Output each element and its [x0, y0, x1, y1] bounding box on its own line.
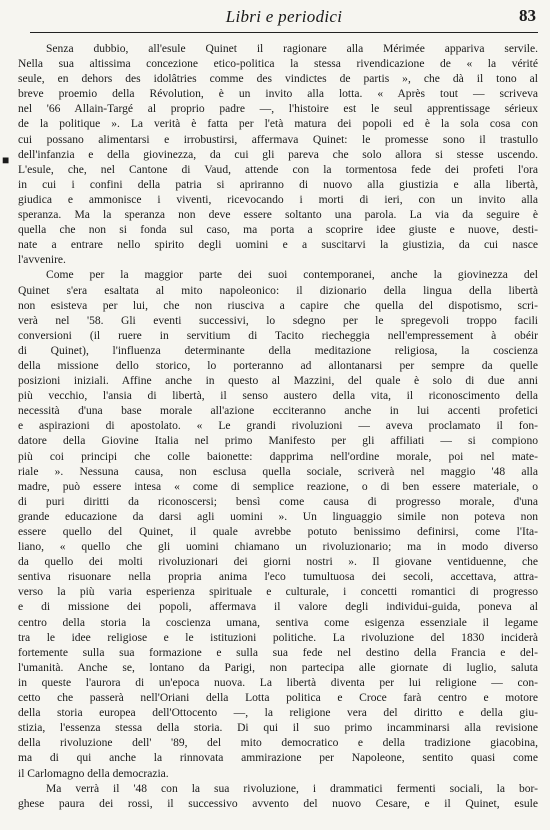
text-line: Ma verrà il '48 con la sua rivoluzione, i drammatici fermenti sociali, la bor- — [46, 782, 538, 795]
text-line: più coi principi che colle baionette: dapprima nell'ordine morale, poi nel mate- — [18, 450, 538, 463]
text-line: cui possano alimentarsi e irrobustirsi, affermava Quinet: le promesse sono il trastullo — [18, 133, 538, 146]
text-line: sentiva risuonare nella propria anima l'eco tumultuosa dei secoli, accettava, attra- — [18, 571, 538, 584]
text-line: Quinet s'era esaltata al mito napoleonico: il dizionario della lingua della libertà — [18, 284, 538, 297]
text-line: nel '66 Allain-Targé al proprio padre —, l'histoire est le seul apprentissage sérieux — [18, 103, 538, 116]
text-line: breve proemio della Révolution, è un invito alla lotta. « Après tout — scriveva — [18, 88, 538, 101]
text-line: di Quinet), l'influenza determinante della meditazione religiosa, la coscienza — [18, 344, 538, 357]
text-line: in queste l'aurora di un'epoca nuova. La libertà diventa per lui religione — con- — [18, 676, 538, 689]
text-line: verà nel '58. Gli eventi successivi, lo sdegno per le spregevoli troppo facili — [18, 314, 538, 327]
margin-mark: ■ — [2, 153, 10, 167]
text-line: e di missione dei popoli, affermava il valore degli individui-guida, poneva al — [18, 601, 538, 614]
text-line: madre, può essere intesa « come di semplice reazione, o di ben essere materiale, o — [18, 480, 538, 493]
text-line: quella che non si fonda sul caso, ma porta a scoprire idee giuste e nuove, desti- — [18, 224, 538, 237]
text-line: della missione dello storico, lo porteranno ad allontanarsi per sempre da quelle — [18, 359, 538, 372]
text-line: fortemente sulla sua formazione e sulla sua fede nel destino della Francia e del- — [18, 646, 538, 659]
text-line: posizioni iniziali. Affine anche in questo al Mazzini, del quale è solo di due anni — [18, 375, 538, 388]
text-line: grande educazione da darsi agli uomini ». Un linguaggio simile non poteva non — [18, 510, 538, 523]
body-text — [18, 42, 538, 812]
text-line: l'umanità. Anche se, lontano da Parigi, non partecipa alle giornate di luglio, saluta — [18, 661, 538, 674]
text-line: più vecchio, l'ansia di libertà, il senso austero della vita, il riconoscimento della — [18, 390, 538, 403]
text-line: da quello dei molti rivoluzionari dei giorni nostri ». Il giovane ventiduenne, che — [18, 556, 538, 569]
text-line: centro della storia la coscienza umana, sentiva come esigenza essenziale il legame — [18, 616, 538, 629]
text-line: Senza dubbio, all'esule Quinet il ragionare alla Mérimée appariva servile. — [46, 43, 538, 55]
text-line: tra le idee religiose e le istituzioni politiche. La rivoluzione del 1830 inciderà — [18, 631, 538, 644]
text-line: ma di qui anche la rinnovata ammirazione per Napoleone, sentito quasi come — [18, 752, 538, 765]
text-line: liano, « quello che gli uomini chiamano un rivoluzionario; ma in modo diverso — [18, 541, 538, 554]
text-line: l'avvenire. — [18, 254, 66, 267]
text-line: e aspirazioni di apostolato. « Le grandi rivoluzioni — aveva proclamato il fon- — [18, 420, 538, 433]
text-line: il Carlomagno della democrazia. — [18, 767, 169, 780]
text-line: essere quello del Quinet, il quale avrebbe potuto benissimo definirsi, come l'Ita- — [18, 526, 538, 538]
text-line: Nella sua altissima concezione etico-politica la stessa rivendicazione de « la vérité — [18, 58, 538, 71]
text-line: non esisteva per lui, che non riusciva a capire che quella del dispotismo, scri- — [18, 299, 538, 312]
text-line: della rivoluzione dell' '89, del mito democratico e della tradizione giacobina, — [18, 737, 538, 750]
page-number: 83 — [519, 6, 536, 25]
page-header — [30, 4, 538, 33]
text-line: verso la più varia esperienza spirituale e culturale, i concetti romantici di progresso — [18, 586, 538, 599]
text-line: in cui i confini della patria si apriranno di nuovo alla giustizia e alla libertà, — [18, 178, 538, 191]
text-line: dell'infanzia e della giovinezza, da cui gli pareva che solo allora si stesse uscendo. — [18, 148, 538, 161]
text-line: speranza. Ma la speranza non deve essere soltanto una parola. La via da seguire è — [18, 209, 538, 222]
text-line: di puri diritti da riconoscersi; bensì come causa di progresso morale, d'una — [18, 495, 538, 508]
text-line: seule, en dehors des idolâtries comme des vindictes de partis », che dà il tono al — [18, 73, 538, 86]
text-line: datore della Giovine Italia nel primo Manifesto per gli affiliati — si compiono — [18, 435, 538, 448]
text-line: de la politique ». La verità è fatta per l'età matura dei popoli ed è la sola cosa con — [18, 118, 538, 131]
text-line: giudica e ammonisce i viventi, ricevocando i morti di ieri, con un invito alla — [18, 193, 538, 206]
text-line: della storia europea dell'Ottocento —, la religione vera del diritto e della giu- — [18, 707, 538, 720]
text-line: cetto che passerà nell'Oriani della Lotta politica e Croce farà centro e motore — [18, 692, 538, 705]
text-line: nate a entrare nello spirito degli uomini e a suscitarvi la giustizia, da cui nasce — [18, 239, 538, 252]
text-line: L'esule, che, nel Cantone di Vaud, attende con la tormentosa fede dei profeti l'ora — [18, 163, 538, 176]
text-line: conversioni (il ruere in servitium di Tacito riecheggia nell'empressement à obéir — [18, 329, 538, 342]
text-line: riale ». Nessuna causa, non esclusa quella sociale, scriverà nel maggio '48 alla — [18, 465, 538, 478]
text-line: ghese paura dei rossi, il successivo avvento del nuovo Cesare, e il Quinet, esule — [18, 797, 538, 810]
running-head: Libri e periodici — [225, 7, 343, 26]
text-line: necessità d'una base morale all'azione ecciteranno anche in lui accenti profetici — [18, 405, 538, 418]
text-line: stizia, l'essenza stessa della storia. Di qui il suo primo incamminarsi alla revisione — [18, 722, 538, 735]
text-line: Come per la maggior parte dei suoi contemporanei, anche la giovinezza del — [46, 269, 538, 282]
